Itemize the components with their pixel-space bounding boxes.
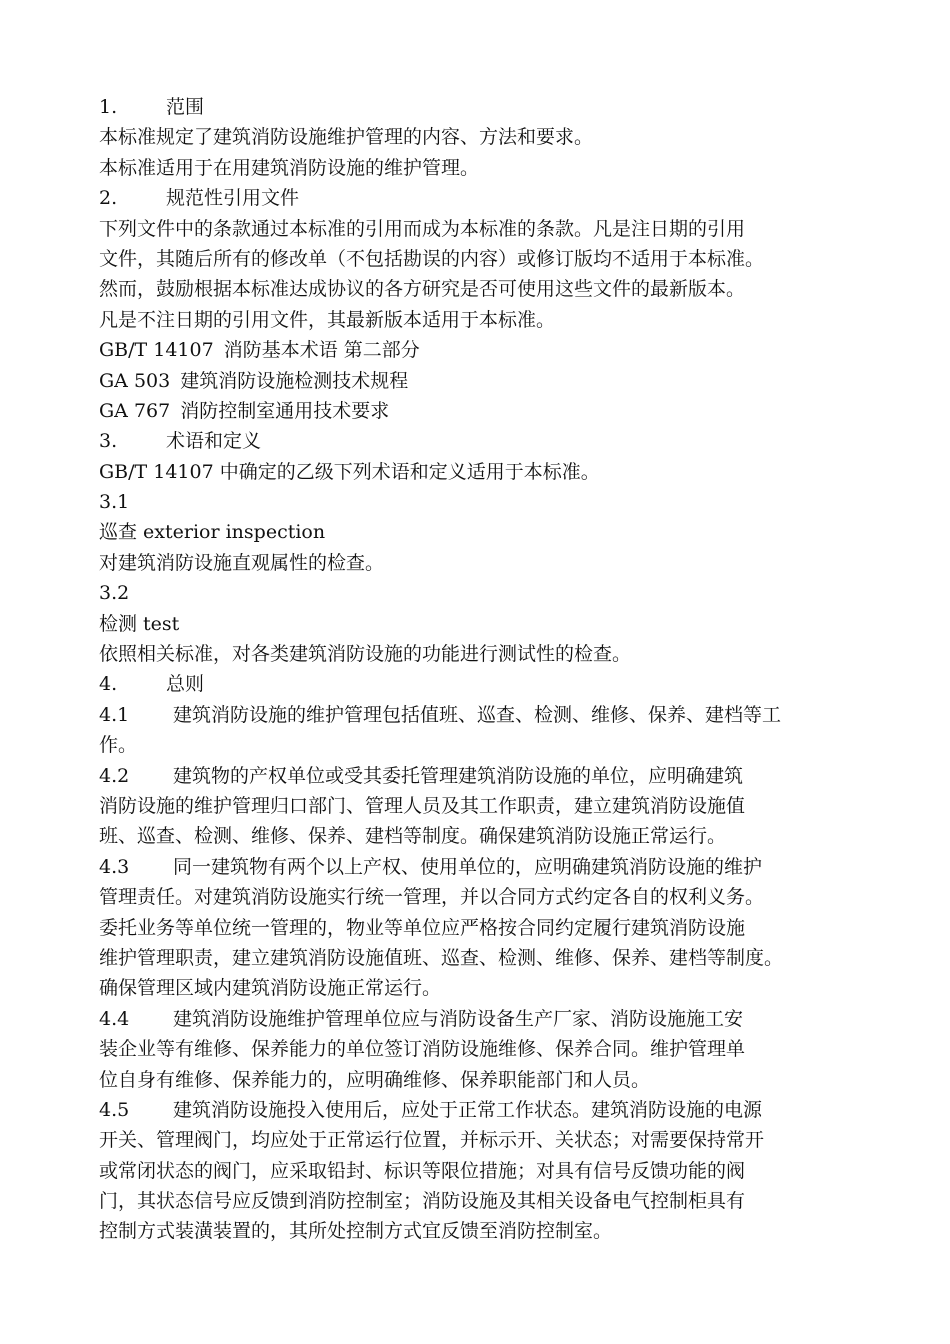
- clause-line: 管理责任。对建筑消防设施实行统一管理，并以合同方式约定各自的权利义务。: [99, 886, 765, 909]
- clause-line: 班、巡查、检测、维修、保养、建档等制度。确保建筑消防设施正常运行。: [99, 825, 727, 848]
- clause-line: 消防设施的维护管理归口部门、管理人员及其工作职责，建立建筑消防设施值: [99, 794, 746, 817]
- section-heading-general: [99, 669, 859, 699]
- clause-line: 委托业务等单位统一管理的，物业等单位应严格按合同约定履行建筑消防设施: [99, 916, 746, 939]
- section-title: 总则: [166, 673, 205, 696]
- section-number: 2.: [99, 187, 118, 210]
- section-heading-scope: [99, 92, 859, 122]
- section-title: 术语和定义: [166, 430, 262, 453]
- clause-line: 确保管理区域内建筑消防设施正常运行。: [99, 977, 442, 1000]
- clause-line: 门，其状态信号应反馈到消防控制室；消防设施及其相关设备电气控制柜具有: [99, 1190, 746, 1213]
- clause-4-2: [99, 761, 859, 852]
- clause-number: 4.5: [99, 1098, 130, 1121]
- clause-line: 作。: [99, 734, 138, 757]
- clause-line: 装企业等有维修、保养能力的单位签订消防设施维修、保养合同。维护管理单: [99, 1038, 746, 1061]
- clause-line: 开关、管理阀门，均应处于正常运行位置，并标示开、关状态；对需要保持常开: [99, 1129, 765, 1152]
- clause-line: 建筑消防设施的维护管理包括值班、巡查、检测、维修、保养、建档等工: [173, 703, 782, 726]
- clause-line: 建筑消防设施投入使用后，应处于正常工作状态。建筑消防设施的电源: [173, 1098, 763, 1121]
- paragraph-line: 然而，鼓励根据本标准达成协议的各方研究是否可使用这些文件的最新版本。: [99, 278, 746, 301]
- clause-line: 或常闭状态的阀门，应采取铅封、标识等限位措施；对具有信号反馈功能的阀: [99, 1159, 746, 1182]
- paragraph-line: 下列文件中的条款通过本标准的引用而成为本标准的条款。凡是注日期的引用: [99, 217, 746, 240]
- clause-4-1: [99, 700, 859, 761]
- reference-title: 消防控制室通用技术要求: [180, 399, 390, 422]
- clause-line: 位自身有维修、保养能力的，应明确维修、保养职能部门和人员。: [99, 1068, 651, 1091]
- clause-line: 维护管理职责，建立建筑消防设施值班、巡查、检测、维修、保养、建档等制度。: [99, 946, 784, 969]
- section-number: 4.: [99, 673, 118, 696]
- paragraph: 本标准适用于在用建筑消防设施的维护管理。: [99, 156, 480, 179]
- term-number: 3.2: [99, 582, 130, 605]
- clause-line: 同一建筑物有两个以上产权、使用单位的，应明确建筑消防设施的维护: [173, 855, 763, 878]
- clause-number: 4.2: [99, 764, 130, 787]
- clause-4-4: [99, 1004, 859, 1095]
- reference-item: [99, 366, 859, 396]
- term-name: 巡查 exterior inspection: [99, 521, 326, 544]
- term-number: 3.1: [99, 491, 130, 514]
- clause-line: 控制方式装潢装置的，其所处控制方式宜反馈至消防控制室。: [99, 1220, 613, 1243]
- section-heading-terms: [99, 426, 859, 456]
- section-number: 1.: [99, 96, 118, 118]
- reference-item: [99, 396, 859, 426]
- reference-title: 消防基本术语 第二部分: [223, 339, 420, 362]
- clause-4-5: [99, 1095, 859, 1247]
- reference-code: GA 767: [99, 399, 171, 422]
- term-definition: 对建筑消防设施直观属性的检查。: [99, 551, 385, 574]
- reference-code: GA 503: [99, 369, 171, 392]
- term-name: 检测 test: [99, 612, 180, 635]
- reference-title: 建筑消防设施检测技术规程: [180, 369, 409, 392]
- clause-number: 4.1: [99, 703, 130, 726]
- document-page: [99, 92, 859, 1247]
- section-number: 3.: [99, 430, 118, 453]
- clause-line: 建筑消防设施维护管理单位应与消防设备生产厂家、消防设施施工安: [173, 1007, 744, 1030]
- clause-number: 4.4: [99, 1007, 130, 1030]
- paragraph: GB/T 14107 中确定的乙级下列术语和定义适用于本标准。: [99, 460, 600, 483]
- section-title: 规范性引用文件: [166, 187, 300, 210]
- reference-item: [99, 335, 859, 365]
- clause-line: 建筑物的产权单位或受其委托管理建筑消防设施的单位，应明确建筑: [173, 764, 744, 787]
- paragraph: 本标准规定了建筑消防设施维护管理的内容、方法和要求。: [99, 126, 594, 149]
- section-heading-references: [99, 183, 859, 213]
- reference-code: GB/T 14107: [99, 339, 214, 362]
- paragraph-line: 文件，其随后所有的修改单（不包括勘误的内容）或修订版均不适用于本标准。: [99, 247, 765, 270]
- clause-number: 4.3: [99, 855, 130, 878]
- clause-4-3: [99, 852, 859, 1004]
- term-definition: 依照相关标准，对各类建筑消防设施的功能进行测试性的检查。: [99, 643, 632, 666]
- paragraph-line: 凡是不注日期的引用文件，其最新版本适用于本标准。: [99, 308, 556, 331]
- section-title: 范围: [166, 96, 205, 118]
